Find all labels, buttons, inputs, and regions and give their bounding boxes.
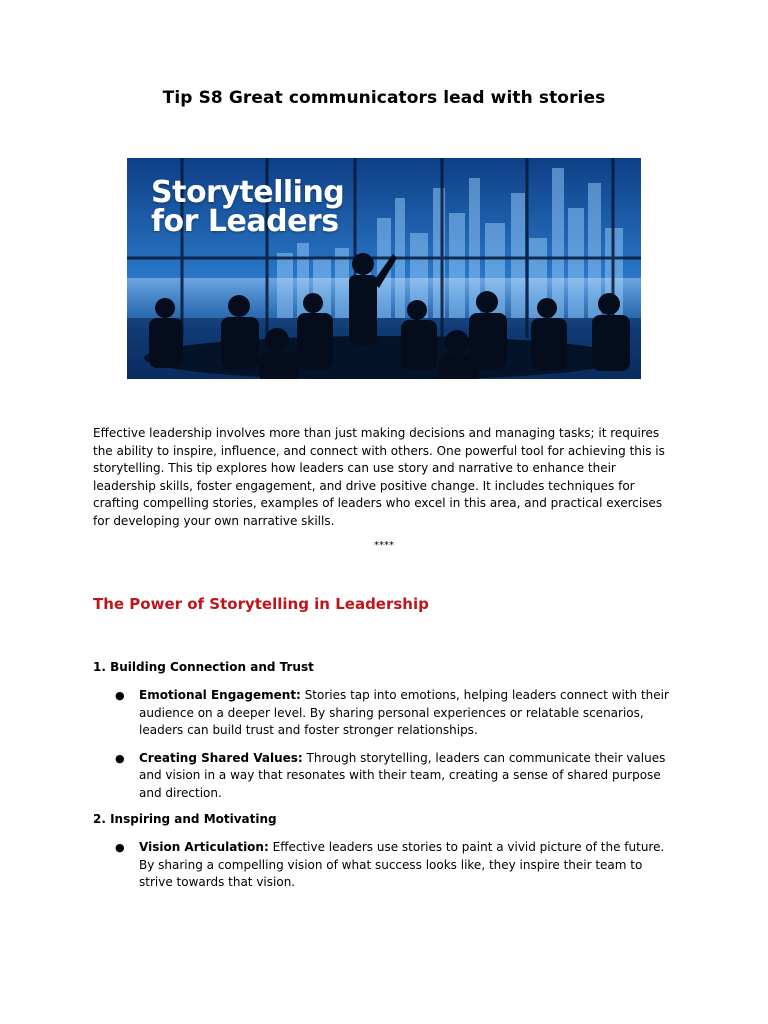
hero-caption-line1: Storytelling	[151, 175, 345, 210]
bullet-dot: ●	[115, 841, 125, 854]
bullet-list-2	[93, 839, 677, 902]
section-separator: ****	[374, 540, 394, 551]
list-item-text: Through storytelling, leaders can communicate their values and vision in a way that resonates with their team, creating a sense of shared purpose and direction.	[139, 750, 666, 800]
subsection-heading-1: 1. Building Connection and Trust	[93, 660, 314, 674]
bullet-dot: ●	[115, 751, 125, 765]
subsection-heading-2: 2. Inspiring and Motivating	[93, 812, 277, 826]
bullet-list-1	[93, 687, 677, 813]
list-item	[93, 687, 677, 740]
list-item-term: Creating Shared Values:	[139, 750, 303, 765]
hero-caption-line2: for Leaders	[151, 204, 339, 239]
page-title: Tip S8 Great communicators lead with stories	[162, 88, 606, 108]
list-item	[93, 750, 677, 803]
hero-caption	[151, 175, 345, 239]
list-item-term: Emotional Engagement:	[139, 688, 301, 702]
hero-image	[127, 158, 641, 379]
list-item	[93, 839, 677, 892]
list-item-text: Effective leaders use stories to paint a vivid picture of the future. By sharing a compelling vision of what success looks like, they inspire their team to strive towards that vision.	[139, 840, 665, 890]
list-item-text: Stories tap into emotions, helping leaders connect with their audience on a deeper level. By sharing personal experiences or relatable scenarios, leaders can build trust and foster stronger relationships.	[139, 688, 669, 738]
intro-paragraph: Effective leadership involves more than just making decisions and managing tasks; it requires the ability to inspire, influence, and connect with others. One powerful tool for achieving this is storytelling. This tip explores how leaders can use story and narrative to enhance their leadership skills, foster engagement, and drive positive change. It includes techniques for crafting compelling stories, examples of leaders who excel in this area, and practical exercises for developing your own narrative skills.	[93, 426, 665, 528]
bullet-dot: ●	[115, 689, 125, 702]
section-heading: The Power of Storytelling in Leadership	[93, 595, 429, 613]
list-item-term: Vision Articulation:	[139, 840, 269, 854]
